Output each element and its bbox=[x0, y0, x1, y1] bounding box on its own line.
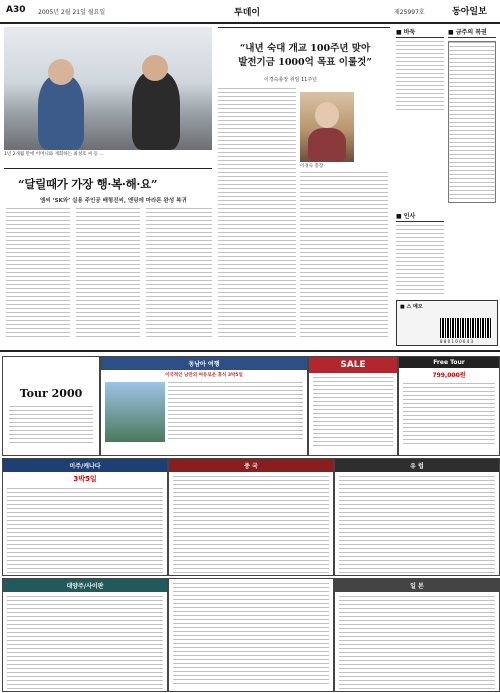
ad-free-tour[interactable] bbox=[398, 356, 500, 456]
barcode bbox=[440, 318, 492, 338]
memo-title: ■ 스 메모 bbox=[400, 304, 423, 310]
ad-europe-title: 유 럽 bbox=[335, 459, 499, 472]
portrait-photo bbox=[300, 92, 354, 162]
ad-oceania[interactable] bbox=[2, 578, 168, 692]
story2-headline bbox=[230, 42, 380, 70]
issue-number: 제25997호 bbox=[394, 9, 425, 16]
page-number: A30 bbox=[6, 5, 26, 15]
story-body-text bbox=[76, 208, 140, 340]
baduk-title: ■ 바둑 bbox=[396, 27, 444, 38]
ad-america[interactable] bbox=[2, 458, 168, 576]
story-photo-runners bbox=[4, 27, 212, 150]
ads-section bbox=[0, 350, 500, 693]
people-title: ■ 인사 bbox=[396, 211, 444, 222]
ad-southeast-title: 동남아 여행 bbox=[101, 357, 307, 370]
story-body-text bbox=[6, 208, 70, 340]
right-column bbox=[396, 27, 496, 295]
ad-sale-title: SALE bbox=[309, 357, 397, 373]
photo-caption: 1년 2개월 만에 어머니와 재회하는 최성호 씨 등 ... bbox=[4, 152, 104, 157]
ad-america-sub: 3박5일 bbox=[73, 475, 97, 483]
ad-japan-title: 일 본 bbox=[335, 579, 499, 592]
story2-headline-line2: 발전기금 1000억 목표 이룰것” bbox=[238, 57, 372, 68]
publication-date: 2005년 2월 21일 월요일 bbox=[38, 9, 106, 16]
ad-china-title: 중 국 bbox=[169, 459, 333, 472]
portrait-caption: 이경숙 총장 bbox=[300, 164, 324, 169]
barcode-number: 8 8 0 1 0 0 6 4 3 bbox=[440, 339, 474, 344]
ad-japan[interactable] bbox=[334, 578, 500, 692]
ad-price: 799,000원 bbox=[432, 372, 466, 379]
ad-tour-title: Tour 2000 bbox=[19, 387, 83, 400]
ad-china[interactable] bbox=[168, 458, 334, 576]
ad-sale[interactable] bbox=[308, 356, 398, 456]
ad-southeast-banner: 이국적인 남만의 여유로운 휴식 3박5일 bbox=[165, 373, 243, 378]
story2-body-text bbox=[218, 88, 296, 340]
ad-europe[interactable] bbox=[334, 458, 500, 576]
ad-tour2000[interactable] bbox=[2, 356, 100, 456]
lottery-table bbox=[448, 41, 496, 203]
section-title: 투데이 bbox=[234, 8, 261, 18]
ad-america-title: 미주/캐나다 bbox=[3, 459, 167, 472]
story2-body-text bbox=[300, 172, 388, 340]
story-body-text bbox=[146, 208, 212, 340]
lottery-title: ■ 금주의 복권 bbox=[448, 27, 496, 38]
story-headline: “달릴때가 가장 행·복·해·요” bbox=[18, 177, 158, 191]
ad-oceania-title: 대양주/사이판 bbox=[3, 579, 167, 592]
page-header bbox=[0, 0, 500, 24]
story2-headline-line1: “내년 숙대 개교 100주년 맞아 bbox=[239, 43, 371, 54]
ad-free-title: Free Tour bbox=[399, 357, 499, 368]
newspaper-name: 동아일보 bbox=[452, 7, 487, 17]
story2-byline: 이경숙총장 취임 11주년 bbox=[264, 77, 318, 83]
ad-china-2[interactable] bbox=[168, 578, 334, 692]
story-subhead: 엠씨 ‘SK와’ 실용 주인공 배형진씨, 앤덩에 마라톤 완성 복귀 bbox=[40, 198, 187, 204]
ad-southeast-asia[interactable] bbox=[100, 356, 308, 456]
